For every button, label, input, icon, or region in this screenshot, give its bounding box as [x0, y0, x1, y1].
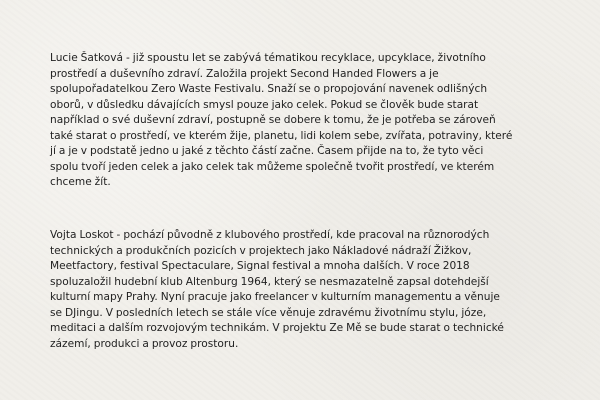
bio-paragraph-lucie-satkova: Lucie Šatková - již spoustu let se zabývá tématikou recyklace, upcyklace, životního prostředí a duševního zdraví. Založila projekt Second Handed Flowers a je spolupořadatelkou Zero Waste Festivalu. Snaží se o propojování navenek odlišných oborů, v důsledku dávajících smysl pouze jako celek. Pokud se člověk bude starat například o své duševní zdraví, postupně se dobere k tomu, že je potřeba se zároveň také starat o prostředí, ve kterém žije, planetu, lidi kolem sebe, zvířata, potraviny, které jí a je v podstatě jedno u jaké z těchto částí začne. Časem přijde na to, že tyto věci spolu tvoří jeden celek a jako celek tak můžeme společně tvořit prostředí, ve kterém chceme žít.: [50, 52, 513, 188]
bio-paragraph-vojta-loskot: Vojta Loskot - pochází původně z klubového prostředí, kde pracoval na různorodých technických a produkčních pozicích v projektech jako Nákladové nádraží Žižkov, Meetfactory, festival Spectaculare, Signal festival a mnoha dalších. V roce 2018 spoluzaložil hudební klub Altenburg 1964, který se nesmazatelně zapsal dotehdejší kulturní mapy Prahy. Nyní pracuje jako freelancer v kulturním managementu a věnuje se DJingu. V posledních letech se stále více věnuje zdravému životnímu stylu, józe, meditaci a dalším rozvojovým technikám. V projektu Ze Mě se bude starat o technické zázemí, produkci a provoz prostoru.: [50, 229, 504, 350]
